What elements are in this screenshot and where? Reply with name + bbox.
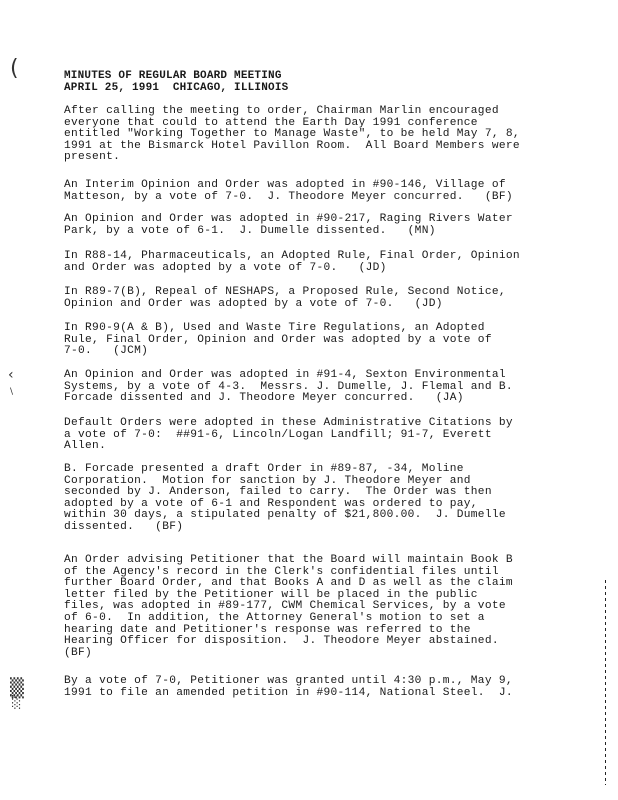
meeting-date-line: APRIL 25, 1991 CHICAGO, ILLINOIS [64,82,289,94]
minutes-item: An Interim Opinion and Order was adopted in #90-146, Village of Matteson, by a vote of 7-0. J. Theodore Meyer concurred. (BF) [64,179,513,203]
scan-edge-artifact [605,580,606,785]
minutes-item: In R89-7(B), Repeal of NESHAPS, a Proposed Rule, Second Notice, Opinion and Order was adopted by a vote of 7-0. (JD) [64,286,506,310]
stamp-smudge: ░ [12,695,22,709]
minutes-item: An Opinion and Order was adopted in #91-4, Sexton Environmental Systems, by a vote of 4-3. Messrs. J. Dumelle, J. Flemal and B. Forcade dissented and J. Theodore Meyer concurred. (JA) [64,369,513,405]
minutes-item: Default Orders were adopted in these Administrative Citations by a vote of 7-0: ##91-6, Lincoln/Logan Landfill; 91-7, Everett Allen. [64,417,513,453]
stamp-smudge: ▒ [10,678,22,699]
opening-paragraph: After calling the meeting to order, Chairman Marlin encouraged everyone that could to attend the Earth Day 1991 conference entitled "Working Together to Manage Waste", to be held May 7, 8, 1991 at the Bismarck Hotel Pavillon Room. All Board Members were present. [64,105,520,164]
minutes-item: An Order advising Petitioner that the Board will maintain Book B of the Agency's record in the Clerk's confidential files until further Board Order, and that Books A and D as well as the claim letter filed by the Petitioner will be placed in the public files, was adopted in #89-177, CWM Chemical Services, by a vote of 6-0. In addition, the Attorney General's motion to set a hearing date and Petitioner's response was referred to the Hearing Officer for disposition. J. Theodore Meyer abstained. (BF) [64,554,513,659]
margin-speck: \ [10,387,14,397]
minutes-item: In R88-14, Pharmaceuticals, an Adopted Rule, Final Order, Opinion and Order was adopted by a vote of 7-0. (JD) [64,250,520,274]
minutes-item: B. Forcade presented a draft Order in #89-87, -34, Moline Corporation. Motion for sanction by J. Theodore Meyer and seconded by J. Anderson, failed to carry. The Order was then adopted by a vote of 6-1 and Respondent was ordered to pay, within 30 days, a stipulated penalty of $21,800.00. J. Dumelle dissented. (BF) [64,463,506,533]
margin-speck: ‹ [8,367,14,383]
minutes-item: In R90-9(A & B), Used and Waste Tire Regulations, an Adopted Rule, Final Order, Opinion and Order was adopted by a vote of 7-0. (JCM) [64,322,492,358]
minutes-title: MINUTES OF REGULAR BOARD MEETING [64,70,282,82]
binder-hole-mark: ( [10,56,19,81]
minutes-heading [64,70,288,94]
minutes-item: By a vote of 7-0, Petitioner was granted until 4:30 p.m., May 9, 1991 to file an amended petition in #90-114, National Steel. J. [64,675,513,699]
minutes-item: An Opinion and Order was adopted in #90-217, Raging Rivers Water Park, by a vote of 6-1. J. Dumelle dissented. (MN) [64,213,513,237]
